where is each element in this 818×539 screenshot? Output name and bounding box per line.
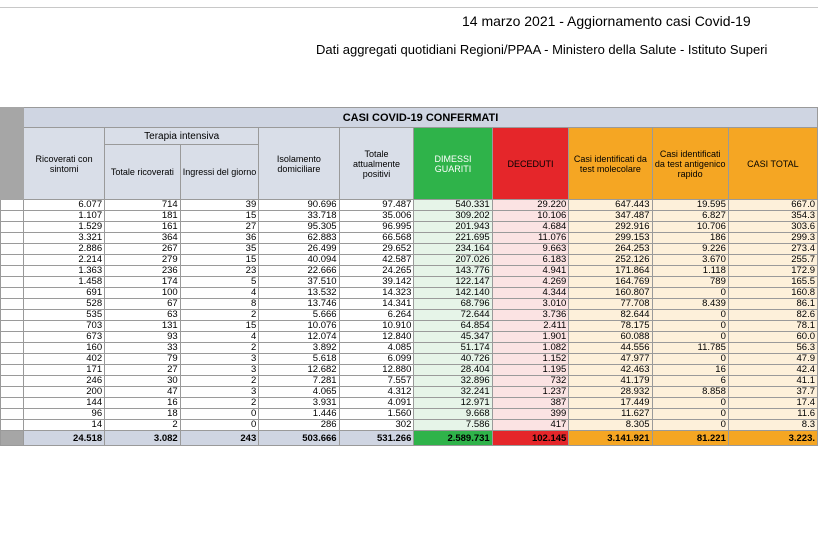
table-cell: 82.6 (728, 310, 817, 321)
table-cell: 14 (24, 420, 105, 431)
table-cell: 13.532 (259, 288, 339, 299)
table-cell: 78.1 (728, 321, 817, 332)
table-cell: 2 (180, 398, 259, 409)
totals-row (1, 431, 818, 446)
region-header-cell (1, 108, 24, 200)
table-cell: 4.941 (492, 266, 569, 277)
table-row (1, 409, 818, 420)
table-cell: 37.510 (259, 277, 339, 288)
table-cell: 200 (24, 387, 105, 398)
table-cell: 4 (180, 288, 259, 299)
table-cell: 11.6 (728, 409, 817, 420)
table-cell: 122.147 (414, 277, 492, 288)
region-cell (1, 288, 24, 299)
table-cell: 181 (105, 211, 181, 222)
region-cell (1, 233, 24, 244)
table-cell: 4.344 (492, 288, 569, 299)
region-cell (1, 255, 24, 266)
table-cell: 40.726 (414, 354, 492, 365)
region-cell (1, 200, 24, 211)
table-cell: 286 (259, 420, 339, 431)
table-cell: 1.107 (24, 211, 105, 222)
region-cell (1, 244, 24, 255)
table-cell: 387 (492, 398, 569, 409)
table-cell: 14.341 (339, 299, 414, 310)
table-cell: 39 (180, 200, 259, 211)
table-cell: 3.670 (652, 255, 728, 266)
table-cell: 264.253 (569, 244, 652, 255)
totals-cell: 24.518 (24, 431, 105, 446)
region-cell (1, 321, 24, 332)
table-cell: 12.880 (339, 365, 414, 376)
table-cell: 347.487 (569, 211, 652, 222)
table-row (1, 277, 818, 288)
table-cell: 7.281 (259, 376, 339, 387)
table-cell: 3.321 (24, 233, 105, 244)
table-cell: 309.202 (414, 211, 492, 222)
table-cell: 13.746 (259, 299, 339, 310)
table-cell: 143.776 (414, 266, 492, 277)
table-row (1, 200, 818, 211)
col-dimessi: DIMESSI GUARITI (414, 128, 492, 200)
table-cell: 1.118 (652, 266, 728, 277)
table-cell: 299.153 (569, 233, 652, 244)
region-cell (1, 222, 24, 233)
table-cell: 8.3 (728, 420, 817, 431)
table-cell: 47.977 (569, 354, 652, 365)
totals-label-cell (1, 431, 24, 446)
table-cell: 2.411 (492, 321, 569, 332)
totals-cell: 503.666 (259, 431, 339, 446)
table-cell: 399 (492, 409, 569, 420)
table-cell: 417 (492, 420, 569, 431)
region-cell (1, 211, 24, 222)
table-cell: 647.443 (569, 200, 652, 211)
table-cell: 15 (180, 255, 259, 266)
table-cell: 171.864 (569, 266, 652, 277)
table-cell: 67 (105, 299, 181, 310)
col-molecolare: Casi identificati da test molecolare (569, 128, 652, 200)
table-cell: 2 (180, 376, 259, 387)
table-cell: 303.6 (728, 222, 817, 233)
table-cell: 44.556 (569, 343, 652, 354)
table-cell: 691 (24, 288, 105, 299)
table-row (1, 222, 818, 233)
col-ti-ingressi: Ingressi del giorno (180, 145, 259, 200)
table-cell: 0 (652, 310, 728, 321)
table-cell: 6 (652, 376, 728, 387)
table-cell: 18 (105, 409, 181, 420)
table-cell: 0 (652, 398, 728, 409)
table-cell: 22.666 (259, 266, 339, 277)
totals-cell: 243 (180, 431, 259, 446)
table-cell: 15 (180, 211, 259, 222)
totals-cell: 81.221 (652, 431, 728, 446)
table-cell: 2 (180, 343, 259, 354)
table-row (1, 398, 818, 409)
table-cell: 131 (105, 321, 181, 332)
table-cell: 279 (105, 255, 181, 266)
table-cell: 142.140 (414, 288, 492, 299)
table-cell: 15 (180, 321, 259, 332)
table-cell: 3.736 (492, 310, 569, 321)
table-row (1, 288, 818, 299)
table-row (1, 343, 818, 354)
table-row (1, 310, 818, 321)
table-cell: 95.305 (259, 222, 339, 233)
table-row (1, 321, 818, 332)
table-cell: 9.226 (652, 244, 728, 255)
covid-cases-table (0, 107, 818, 446)
table-row (1, 376, 818, 387)
table-cell: 535 (24, 310, 105, 321)
table-cell: 39.142 (339, 277, 414, 288)
totals-cell: 3.141.921 (569, 431, 652, 446)
region-cell (1, 332, 24, 343)
table-cell: 4.091 (339, 398, 414, 409)
table-cell: 64.854 (414, 321, 492, 332)
table-cell: 528 (24, 299, 105, 310)
table-row (1, 266, 818, 277)
table-cell: 3 (180, 354, 259, 365)
table-cell: 47 (105, 387, 181, 398)
table-cell: 1.152 (492, 354, 569, 365)
table-cell: 8 (180, 299, 259, 310)
table-cell: 201.943 (414, 222, 492, 233)
table-cell: 246 (24, 376, 105, 387)
table-cell: 2 (180, 310, 259, 321)
totals-cell: 2.589.731 (414, 431, 492, 446)
table-cell: 1.560 (339, 409, 414, 420)
table-row (1, 420, 818, 431)
table-cell: 4 (180, 332, 259, 343)
table-cell: 1.458 (24, 277, 105, 288)
table-cell: 11.076 (492, 233, 569, 244)
table-cell: 96 (24, 409, 105, 420)
table-row (1, 365, 818, 376)
table-cell: 6.264 (339, 310, 414, 321)
table-row (1, 255, 818, 266)
table-row (1, 387, 818, 398)
table-cell: 27 (105, 365, 181, 376)
band-header: CASI COVID-19 CONFERMATI (24, 108, 818, 128)
table-cell: 9.663 (492, 244, 569, 255)
table-cell: 28.932 (569, 387, 652, 398)
table-cell: 11.785 (652, 343, 728, 354)
table-cell: 1.237 (492, 387, 569, 398)
table-cell: 36 (180, 233, 259, 244)
table-body (1, 200, 818, 446)
table-cell: 267 (105, 244, 181, 255)
table-cell: 41.1 (728, 376, 817, 387)
table-cell: 47.9 (728, 354, 817, 365)
table-cell: 5.618 (259, 354, 339, 365)
table-cell: 1.529 (24, 222, 105, 233)
table-cell: 42.587 (339, 255, 414, 266)
table-cell: 6.077 (24, 200, 105, 211)
table-cell: 299.3 (728, 233, 817, 244)
table-cell: 42.4 (728, 365, 817, 376)
table-cell: 60.0 (728, 332, 817, 343)
table-cell: 236 (105, 266, 181, 277)
table-cell: 79 (105, 354, 181, 365)
table-cell: 1.901 (492, 332, 569, 343)
region-cell (1, 310, 24, 321)
table-cell: 6.099 (339, 354, 414, 365)
table-cell: 2.214 (24, 255, 105, 266)
table-cell: 234.164 (414, 244, 492, 255)
table-cell: 14.323 (339, 288, 414, 299)
table-cell: 8.305 (569, 420, 652, 431)
table-cell: 97.487 (339, 200, 414, 211)
table-cell: 221.695 (414, 233, 492, 244)
totals-cell: 102.145 (492, 431, 569, 446)
table-cell: 207.026 (414, 255, 492, 266)
table-cell: 68.796 (414, 299, 492, 310)
table-cell: 28.404 (414, 365, 492, 376)
table-cell: 364 (105, 233, 181, 244)
table-cell: 3 (180, 387, 259, 398)
table-row (1, 332, 818, 343)
table-cell: 789 (652, 277, 728, 288)
covid-table-container (0, 107, 818, 518)
table-cell: 33 (105, 343, 181, 354)
table-cell: 4.684 (492, 222, 569, 233)
table-cell: 7.586 (414, 420, 492, 431)
table-cell: 160.8 (728, 288, 817, 299)
table-cell: 703 (24, 321, 105, 332)
table-cell: 100 (105, 288, 181, 299)
table-cell: 4.312 (339, 387, 414, 398)
table-cell: 90.696 (259, 200, 339, 211)
table-cell: 354.3 (728, 211, 817, 222)
table-cell: 4.269 (492, 277, 569, 288)
table-cell: 252.126 (569, 255, 652, 266)
table-cell: 16 (652, 365, 728, 376)
table-cell: 5 (180, 277, 259, 288)
table-cell: 56.3 (728, 343, 817, 354)
table-cell: 41.179 (569, 376, 652, 387)
table-cell: 2.886 (24, 244, 105, 255)
col-deceduti: DECEDUTI (492, 128, 569, 200)
table-cell: 29.652 (339, 244, 414, 255)
group-terapia-intensiva: Terapia intensiva (105, 128, 259, 145)
table-cell: 3.931 (259, 398, 339, 409)
table-cell: 72.644 (414, 310, 492, 321)
top-rule (0, 7, 818, 8)
table-cell: 4.065 (259, 387, 339, 398)
totals-cell: 3.082 (105, 431, 181, 446)
table-cell: 19.595 (652, 200, 728, 211)
table-cell: 0 (180, 409, 259, 420)
table-cell: 160.807 (569, 288, 652, 299)
table-cell: 27 (180, 222, 259, 233)
table-cell: 10.910 (339, 321, 414, 332)
col-antigenico: Casi identificati da test antigenico rapido (652, 128, 728, 200)
table-cell: 5.666 (259, 310, 339, 321)
table-cell: 9.668 (414, 409, 492, 420)
region-cell (1, 409, 24, 420)
table-cell: 30 (105, 376, 181, 387)
table-cell: 3 (180, 365, 259, 376)
table-cell: 292.916 (569, 222, 652, 233)
region-cell (1, 376, 24, 387)
table-row (1, 233, 818, 244)
table-cell: 11.627 (569, 409, 652, 420)
table-cell: 402 (24, 354, 105, 365)
table-cell: 273.4 (728, 244, 817, 255)
col-positivi: Totale attualmente positivi (339, 128, 414, 200)
table-cell: 93 (105, 332, 181, 343)
table-cell: 4.085 (339, 343, 414, 354)
table-cell: 10.106 (492, 211, 569, 222)
region-cell (1, 420, 24, 431)
table-cell: 17.4 (728, 398, 817, 409)
table-cell: 96.995 (339, 222, 414, 233)
table-row (1, 354, 818, 365)
table-cell: 42.463 (569, 365, 652, 376)
table-cell: 164.769 (569, 277, 652, 288)
table-cell: 66.568 (339, 233, 414, 244)
table-cell: 8.858 (652, 387, 728, 398)
col-ti-totale: Totale ricoverati (105, 145, 181, 200)
table-cell: 673 (24, 332, 105, 343)
report-title: 14 marzo 2021 - Aggiornamento casi Covid-19 (462, 13, 751, 29)
region-cell (1, 365, 24, 376)
table-cell: 0 (652, 321, 728, 332)
table-cell: 12.840 (339, 332, 414, 343)
table-cell: 77.708 (569, 299, 652, 310)
region-cell (1, 277, 24, 288)
table-cell: 17.449 (569, 398, 652, 409)
table-cell: 0 (652, 420, 728, 431)
table-cell: 16 (105, 398, 181, 409)
table-cell: 51.174 (414, 343, 492, 354)
table-cell: 40.094 (259, 255, 339, 266)
table-cell: 667.0 (728, 200, 817, 211)
table-cell: 12.074 (259, 332, 339, 343)
table-cell: 78.175 (569, 321, 652, 332)
region-cell (1, 299, 24, 310)
table-cell: 161 (105, 222, 181, 233)
table-cell: 172.9 (728, 266, 817, 277)
table-cell: 10.076 (259, 321, 339, 332)
table-cell: 6.183 (492, 255, 569, 266)
table-cell: 540.331 (414, 200, 492, 211)
table-cell: 2 (105, 420, 181, 431)
col-isolamento: Isolamento domiciliare (259, 128, 339, 200)
table-cell: 0 (652, 409, 728, 420)
table-cell: 62.883 (259, 233, 339, 244)
table-row (1, 211, 818, 222)
table-cell: 144 (24, 398, 105, 409)
table-cell: 1.446 (259, 409, 339, 420)
table-cell: 37.7 (728, 387, 817, 398)
table-cell: 714 (105, 200, 181, 211)
table-cell: 0 (652, 288, 728, 299)
region-cell (1, 266, 24, 277)
table-row (1, 299, 818, 310)
table-cell: 1.363 (24, 266, 105, 277)
table-cell: 0 (652, 332, 728, 343)
table-cell: 86.1 (728, 299, 817, 310)
table-cell: 186 (652, 233, 728, 244)
table-cell: 165.5 (728, 277, 817, 288)
table-cell: 63 (105, 310, 181, 321)
table-cell: 24.265 (339, 266, 414, 277)
table-cell: 732 (492, 376, 569, 387)
table-cell: 12.971 (414, 398, 492, 409)
table-cell: 255.7 (728, 255, 817, 266)
region-cell (1, 398, 24, 409)
table-cell: 29.220 (492, 200, 569, 211)
table-cell: 174 (105, 277, 181, 288)
table-cell: 26.499 (259, 244, 339, 255)
table-cell: 302 (339, 420, 414, 431)
table-row (1, 244, 818, 255)
table-cell: 33.718 (259, 211, 339, 222)
table-cell: 12.682 (259, 365, 339, 376)
table-cell: 171 (24, 365, 105, 376)
table-cell: 35 (180, 244, 259, 255)
table-cell: 60.088 (569, 332, 652, 343)
table-cell: 1.082 (492, 343, 569, 354)
table-cell: 8.439 (652, 299, 728, 310)
totals-cell: 531.266 (339, 431, 414, 446)
table-cell: 3.892 (259, 343, 339, 354)
report-subtitle: Dati aggregati quotidiani Regioni/PPAA - Ministero della Salute - Istituto Superi (316, 42, 768, 57)
table-cell: 0 (180, 420, 259, 431)
region-cell (1, 343, 24, 354)
table-cell: 0 (652, 354, 728, 365)
region-cell (1, 387, 24, 398)
table-cell: 35.006 (339, 211, 414, 222)
table-cell: 32.241 (414, 387, 492, 398)
table-cell: 45.347 (414, 332, 492, 343)
table-cell: 6.827 (652, 211, 728, 222)
table-cell: 82.644 (569, 310, 652, 321)
totals-cell: 3.223. (728, 431, 817, 446)
col-totale: CASI TOTAL (728, 128, 817, 200)
table-cell: 7.557 (339, 376, 414, 387)
region-cell (1, 354, 24, 365)
table-cell: 1.195 (492, 365, 569, 376)
col-ricoverati: Ricoverati con sintomi (24, 128, 105, 200)
table-cell: 23 (180, 266, 259, 277)
table-cell: 160 (24, 343, 105, 354)
table-cell: 3.010 (492, 299, 569, 310)
table-cell: 32.896 (414, 376, 492, 387)
table-cell: 10.706 (652, 222, 728, 233)
